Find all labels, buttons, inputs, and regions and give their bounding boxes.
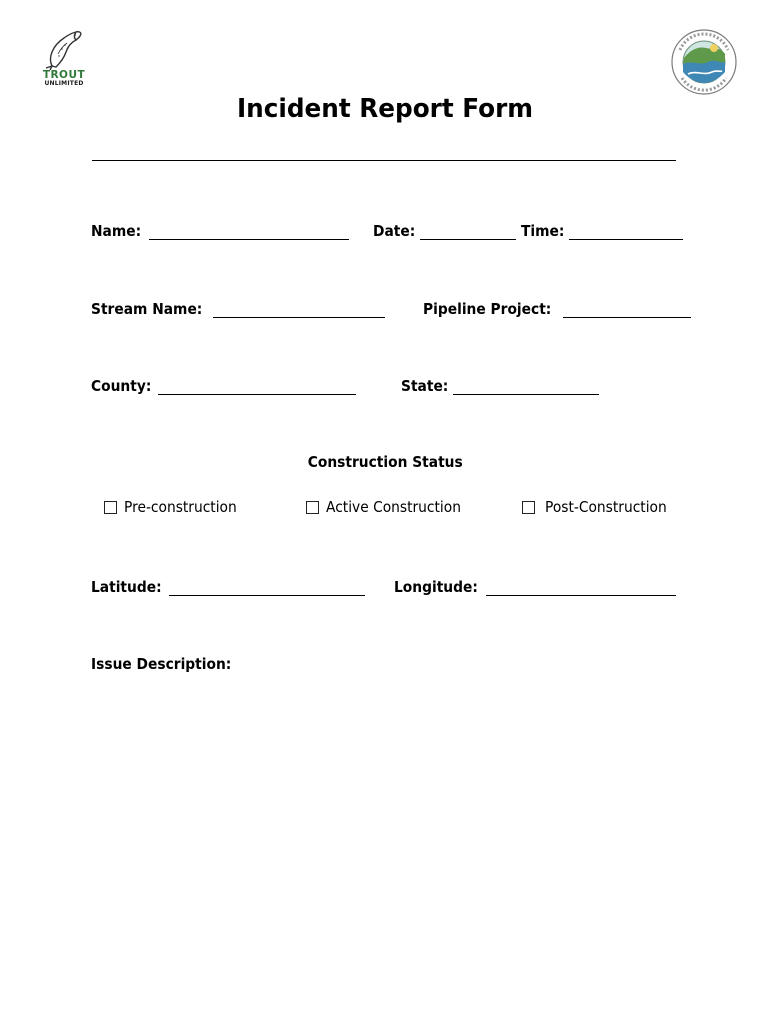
logo-text-unlimited: UNLIMITED: [44, 80, 84, 87]
trout-unlimited-logo: [38, 30, 90, 92]
title-underline: [92, 160, 676, 161]
west-virginia-rivers-coalition-logo: [670, 28, 738, 96]
trout-icon: [38, 30, 90, 70]
option-post-construction[interactable]: [522, 498, 677, 516]
stream-name-input-line[interactable]: [213, 303, 385, 318]
name-input-line[interactable]: [149, 225, 349, 240]
county-field[interactable]: [91, 377, 356, 395]
date-label: Date:: [373, 222, 416, 240]
time-label: Time:: [521, 222, 565, 240]
option-label-post-construction: Post-Construction: [545, 498, 667, 516]
stream-name-field[interactable]: [91, 300, 385, 318]
checkbox-active-construction[interactable]: [306, 501, 319, 514]
latitude-label: Latitude:: [91, 578, 162, 596]
name-field[interactable]: [91, 222, 349, 240]
latitude-field[interactable]: [91, 578, 365, 596]
longitude-label: Longitude:: [394, 578, 478, 596]
construction-status-heading: Construction Status: [307, 453, 463, 471]
date-input-line[interactable]: [420, 225, 516, 240]
checkbox-post-construction[interactable]: [522, 501, 535, 514]
name-label: Name:: [91, 222, 142, 240]
latitude-input-line[interactable]: [169, 581, 365, 596]
option-active-construction[interactable]: [306, 498, 473, 516]
issue-description-field[interactable]: [91, 655, 244, 673]
date-field[interactable]: [373, 222, 516, 240]
state-label: State:: [401, 377, 449, 395]
county-label: County:: [91, 377, 152, 395]
pipeline-project-field[interactable]: [423, 300, 691, 318]
logo-text-trout: TROUT: [42, 69, 86, 81]
county-input-line[interactable]: [158, 380, 356, 395]
time-field[interactable]: [521, 222, 683, 240]
form-title: Incident Report Form: [236, 94, 534, 124]
issue-description-label: Issue Description:: [91, 655, 232, 673]
pipeline-project-label: Pipeline Project:: [423, 300, 552, 318]
stream-name-label: Stream Name:: [91, 300, 203, 318]
longitude-input-line[interactable]: [486, 581, 676, 596]
state-field[interactable]: [401, 377, 599, 395]
longitude-field[interactable]: [394, 578, 676, 596]
option-label-active-construction: Active Construction: [326, 498, 461, 516]
pipeline-project-input-line[interactable]: [563, 303, 691, 318]
checkbox-pre-construction[interactable]: [104, 501, 117, 514]
option-label-pre-construction: Pre-construction: [124, 498, 237, 516]
state-input-line[interactable]: [453, 380, 599, 395]
river-seal-icon: [670, 28, 738, 96]
option-pre-construction[interactable]: [104, 498, 247, 516]
time-input-line[interactable]: [569, 225, 683, 240]
